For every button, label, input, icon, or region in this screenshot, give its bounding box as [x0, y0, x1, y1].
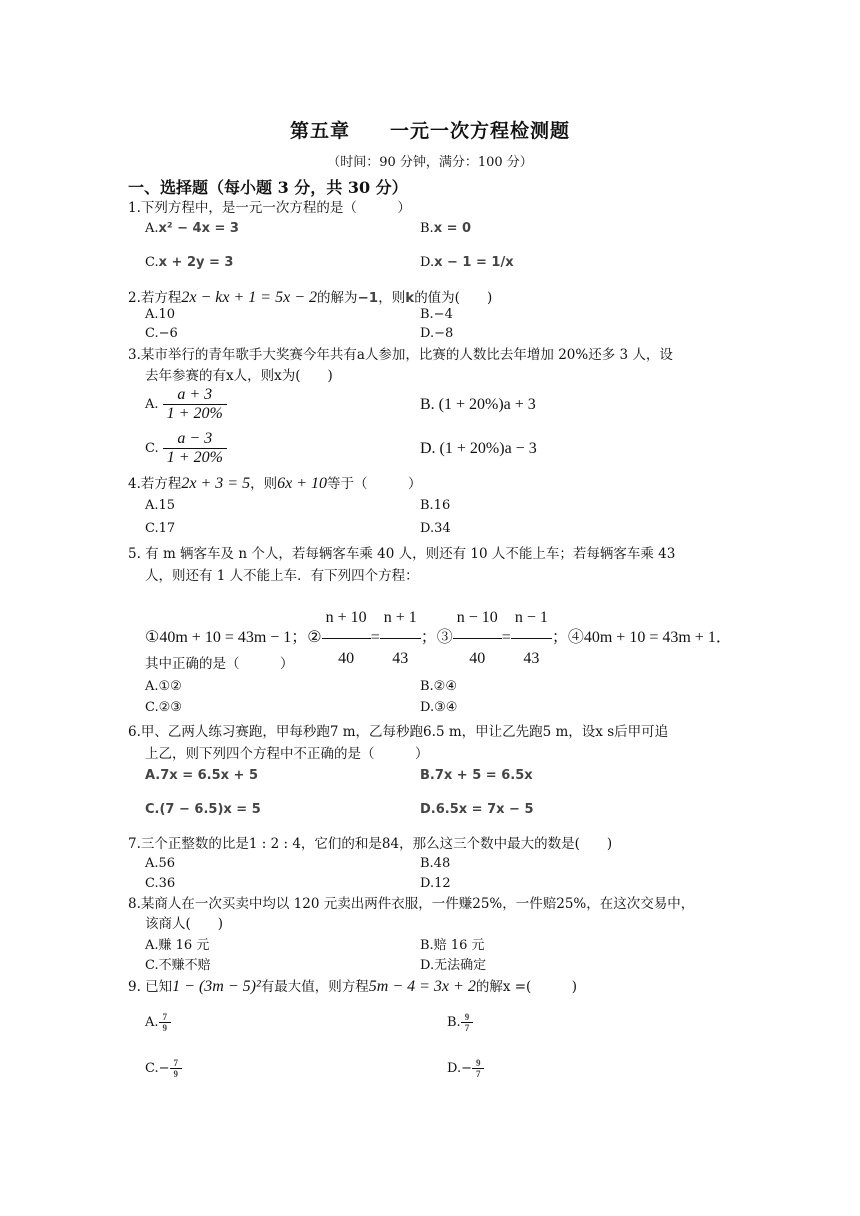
question-3-line2: 去年参赛的有x人，则x为( )	[145, 368, 333, 384]
q5-option-b: B.②④	[420, 679, 457, 694]
page-subtitle: （时间：90 分钟，满分：100 分）	[327, 155, 533, 170]
q2-stem-post: 的值为( )	[414, 290, 493, 306]
q5-f2-denominator: 43	[392, 650, 409, 667]
question-6-line2: 上乙，则下列四个方程中不正确的是（ ）	[145, 746, 429, 762]
q3-option-d: D. (1 + 20%)a − 3	[420, 440, 537, 457]
question-6-line1: 6.甲、乙两人练习赛跑，甲每秒跑7 m，乙每秒跑6.5 m，甲让乙先跑5 m，设x s后甲可追	[128, 724, 669, 740]
q6-option-a: A.7x = 6.5x + 5	[145, 768, 259, 783]
question-5-line1: 5. 有 m 辆客车及 n 个人，若每辆客车乘 40 人，则还有 10 人不能上车；若每辆客车乘 43	[128, 546, 676, 562]
q9-option-d	[447, 1058, 484, 1079]
q5-option-a: A.①②	[145, 679, 182, 694]
q9-a-numerator: 7	[159, 1012, 172, 1023]
q9-stem-mid: 有最大值，则方程	[260, 979, 369, 995]
q1-option-c	[145, 255, 233, 270]
q8-option-d: D.无法确定	[420, 958, 487, 973]
q5-equation-1: ①40m + 10 = 43m − 1；②	[145, 629, 322, 647]
q9-option-b	[447, 1012, 473, 1033]
question-1-stem: 1.下列方程中，是一元一次方程的是（ ）	[128, 200, 411, 216]
q3-c-denominator: 1 + 20%	[166, 449, 223, 466]
q5-option-c: C.②③	[145, 700, 182, 715]
q2-solution: −1	[357, 290, 379, 306]
q5-equals-1: =	[370, 629, 380, 647]
question-9-stem	[128, 976, 738, 998]
question-4-stem	[128, 473, 738, 495]
q9-option-b-label: B.	[447, 1015, 461, 1030]
q1-option-d	[420, 255, 514, 270]
q2-variable: k	[405, 290, 415, 306]
q2-option-d: D.−8	[420, 326, 454, 341]
q4-expression-2: 6x + 10	[277, 475, 327, 492]
q3-option-a	[145, 386, 227, 423]
q5-f2-numerator: n + 1	[380, 598, 421, 639]
q2-equation: 2x − kx + 1 = 5x − 2	[181, 289, 317, 306]
q2-option-b: B.−4	[420, 307, 453, 322]
q9-c-denominator: 9	[173, 1069, 179, 1079]
q9-option-c-label: C.−	[145, 1061, 170, 1076]
q8-option-a: A.赚 16 元	[145, 938, 210, 953]
q1-option-b-text: x = 0	[433, 221, 472, 236]
q9-d-denominator: 7	[475, 1069, 481, 1079]
q3-a-denominator: 1 + 20%	[166, 405, 223, 422]
q1-option-d-label: D.	[420, 255, 435, 270]
q9-option-c-fraction	[170, 1058, 183, 1079]
q4-stem-pre: 4.若方程	[128, 476, 182, 492]
q3-option-a-label: A.	[145, 397, 159, 412]
q9-option-d-fraction	[472, 1058, 485, 1079]
q1-option-a	[145, 221, 239, 236]
q4-stem-mid: ，则	[250, 476, 278, 492]
q9-option-c	[145, 1058, 182, 1079]
q1-option-c-label: C.	[145, 255, 159, 270]
q3-c-numerator: a − 3	[163, 430, 227, 449]
q5-f4-numerator: n − 1	[511, 598, 552, 639]
q5-separator-3: ；③	[420, 629, 453, 647]
q2-stem-mid2: ，则	[378, 290, 406, 306]
question-5-line2: 人，则还有 1 人不能上车．有下列四个方程：	[145, 568, 419, 584]
q4-option-d: D.34	[420, 521, 451, 536]
question-5-line3: 其中正确的是（ ）	[145, 656, 294, 672]
question-3-line1: 3.某市举行的青年歌手大奖赛今年共有a人参加，比赛的人数比去年增加 20%还多 3 人，设	[128, 347, 673, 363]
q2-stem-mid: 的解为	[316, 290, 358, 306]
q9-stem-pre: 9. 已知	[128, 979, 173, 995]
q1-option-a-label: A.	[145, 221, 159, 236]
q5-f1-numerator: n + 10	[322, 598, 371, 639]
q9-b-numerator: 9	[461, 1012, 474, 1023]
q2-option-c: C.−6	[145, 326, 178, 341]
q4-equation-1: 2x + 3 = 5	[181, 475, 251, 492]
q9-option-a-label: A.	[145, 1015, 159, 1030]
q3-option-c	[145, 430, 227, 467]
q9-b-denominator: 7	[464, 1023, 470, 1033]
q9-a-denominator: 9	[162, 1023, 168, 1033]
q6-option-d: D.6.5x = 7x − 5	[420, 802, 534, 817]
q9-option-d-label: D.−	[447, 1061, 472, 1076]
q1-option-c-text: x + 2y = 3	[158, 255, 234, 270]
q5-option-d: D.③④	[420, 700, 458, 715]
q3-option-c-fraction	[163, 430, 227, 467]
q3-option-b: B. (1 + 20%)a + 3	[420, 396, 536, 413]
q2-option-a: A.10	[145, 307, 176, 322]
question-2-stem	[128, 287, 738, 309]
q2-stem-pre: 2.若方程	[128, 290, 182, 306]
q9-d-numerator: 9	[472, 1058, 485, 1069]
q9-stem-post: 的解x =( )	[475, 979, 578, 995]
q8-option-c: C.不赚不赔	[145, 958, 211, 973]
q9-equation: 5m − 4 = 3x + 2	[368, 978, 476, 995]
q6-option-b: B.7x + 5 = 6.5x	[420, 768, 533, 783]
q7-option-c: C.36	[145, 876, 176, 891]
q3-option-c-label: C.	[145, 441, 159, 456]
q1-option-d-text: x − 1 = 1/x	[434, 255, 514, 270]
q9-option-a-fraction	[159, 1012, 172, 1033]
q9-expression: 1 − (3m − 5)²	[172, 978, 261, 995]
q5-equals-2: =	[501, 629, 511, 647]
question-8-line2: 该商人( )	[145, 916, 224, 932]
q9-option-a	[145, 1012, 171, 1033]
q4-stem-post: 等于（ ）	[327, 476, 422, 492]
q5-f4-denominator: 43	[523, 650, 540, 667]
question-7-stem: 7.三个正整数的比是1 : 2 : 4，它们的和是84，那么这三个数中最大的数是( )	[128, 836, 613, 852]
q3-option-a-fraction	[163, 386, 227, 423]
q4-option-a: A.15	[145, 498, 176, 513]
q1-option-b-label: B.	[420, 221, 434, 236]
q4-option-b: B.16	[420, 498, 451, 513]
q6-option-c: C.(7 − 6.5)x = 5	[145, 802, 261, 817]
section-heading: 一、选择题（每小题 3 分，共 30 分）	[128, 178, 408, 197]
q1-option-b	[420, 221, 471, 236]
q4-option-c: C.17	[145, 521, 176, 536]
q7-option-a: A.56	[145, 856, 176, 871]
q5-f3-numerator: n − 10	[453, 598, 502, 639]
q3-a-numerator: a + 3	[163, 386, 227, 405]
q7-option-b: B.48	[420, 856, 451, 871]
q5-f1-denominator: 40	[338, 650, 355, 667]
question-8-line1: 8.某商人在一次买卖中均以 120 元卖出两件衣服，一件赚25%，一件赔25%，在这次交易中，	[128, 896, 695, 912]
q9-c-numerator: 7	[170, 1058, 183, 1069]
q1-option-a-text: x² − 4x = 3	[158, 221, 239, 236]
q7-option-d: D.12	[420, 876, 451, 891]
page-title: 第五章 一元一次方程检测题	[289, 120, 570, 142]
q8-option-b: B.赔 16 元	[420, 938, 485, 953]
q5-f3-denominator: 40	[469, 650, 486, 667]
q9-option-b-fraction	[461, 1012, 474, 1033]
q5-equation-4: ；④40m + 10 = 43m + 1．	[551, 629, 732, 647]
